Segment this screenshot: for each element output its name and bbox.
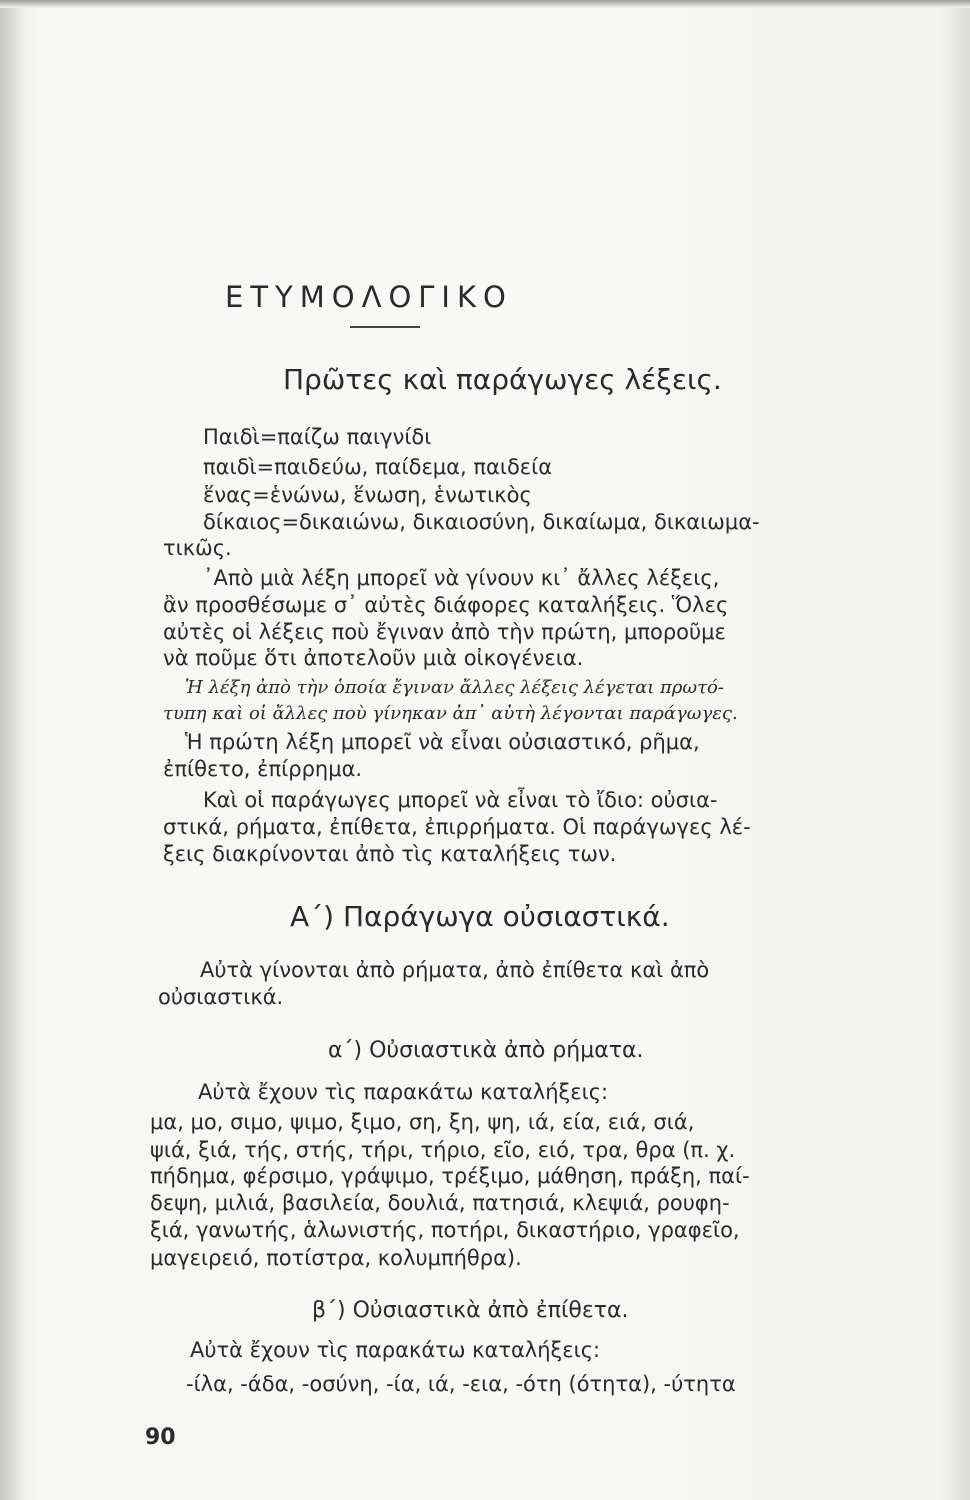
paragraph-line: ἐπίθετο, ἐπίρρημα. <box>163 757 363 781</box>
title-divider <box>350 326 420 328</box>
paragraph-line: στικά, ρήματα, ἐπίθετα, ἐπιρρήματα. Οἱ παράγωγες λέ- <box>163 815 751 839</box>
page-number: 90 <box>145 1425 176 1450</box>
paragraph-line: Παιδὶ=παίζω παιγνίδι <box>203 425 432 449</box>
paragraph-line: παιδὶ=παιδεύω, παίδεμα, παιδεία <box>203 455 553 479</box>
section-heading-derived-nouns: Α΄) Παράγωγα οὐσιαστικά. <box>290 900 670 933</box>
subsection-heading-nouns-from-verbs: α΄) Οὐσιαστικὰ ἀπὸ ρήματα. <box>328 1038 644 1063</box>
paragraph-line: Αὐτὰ ἔχουν τὶς παρακάτω καταλήξεις: <box>190 1338 601 1362</box>
paragraph-line: ψιά, ξιά, τής, στής, τήρι, τήριο, εῖο, ειό, τρα, θρα (π. χ. <box>150 1138 736 1162</box>
paragraph-line: μαγειρειό, ποτίστρα, κολυμπήθρα). <box>150 1246 522 1270</box>
book-spine-shadow <box>0 0 22 1500</box>
definition-line-italic: τυπη καὶ οἱ ἄλλες ποὺ γίνηκαν ἀπ᾿ αὐτὴ λέγονται παράγωγες. <box>163 703 738 724</box>
paragraph-line: Αὐτὰ γίνονται ἀπὸ ρήματα, ἀπὸ ἐπίθετα καὶ ἀπὸ <box>200 958 710 982</box>
section-heading-primary-derived: Πρῶτες καὶ παράγωγες λέξεις. <box>283 363 722 396</box>
paragraph-line: Ἡ πρώτη λέξη μπορεῖ νὰ εἶναι οὐσιαστικό, ρῆμα, <box>185 730 700 754</box>
paragraph-line: μα, μο, σιμο, ψιμο, ξιμο, ση, ξη, ψη, ιά, εία, ειά, σιά, <box>150 1110 695 1134</box>
paragraph-line: ᾿Απὸ μιὰ λέξη μπορεῖ νὰ γίνουν κι᾿ ἄλλες λέξεις, <box>203 566 720 590</box>
paragraph-line: δεψη, μιλιά, βασιλεία, δουλιά, πατησιά, κλεψιά, ρουφη- <box>150 1191 730 1215</box>
paragraph-line: νὰ ποῦμε ὅτι ἀποτελοῦν μιὰ οἰκογένεια. <box>163 646 584 670</box>
paragraph-line: δίκαιος=δικαιώνω, δικαιοσύνη, δικαίωμα, δικαιωμα- <box>203 510 760 534</box>
paragraph-line: αὐτὲς οἱ λέξεις ποὺ ἔγιναν ἀπὸ τὴν πρώτη, μποροῦμε <box>163 620 726 644</box>
paragraph-line: -ίλα, -άδα, -οσύνη, -ία, ιά, -εια, -ότη (ότητα), -ύτητα <box>186 1372 736 1396</box>
paragraph-line: ἂν προσθέσωμε σ᾿ αὐτὲς διάφορες καταλήξεις. Ὅλες <box>163 593 729 617</box>
definition-line-italic: Ἡ λέξη ἀπὸ τὴν ὁποία ἔγιναν ἄλλες λέξεις λέγεται πρωτό- <box>185 677 724 698</box>
paragraph-line: τικῶς. <box>163 536 232 560</box>
paragraph-line: Καὶ οἱ παράγωγες μπορεῖ νὰ εἶναι τὸ ἴδιο: οὐσια- <box>203 788 718 812</box>
paragraph-line: ξεις διακρίνονται ἀπὸ τὶς καταλήξεις των. <box>163 842 617 866</box>
paragraph-line: οὐσιαστικά. <box>158 985 284 1009</box>
subsection-heading-nouns-from-adjectives: β΄) Οὐσιαστικὰ ἀπὸ ἐπίθετα. <box>312 1298 629 1323</box>
paragraph-line: Αὐτὰ ἔχουν τὶς παρακάτω καταλήξεις: <box>198 1080 609 1104</box>
paragraph-line: ξιά, γανωτής, ἁλωνιστής, ποτήρι, δικαστήριο, γραφεῖο, <box>150 1218 740 1242</box>
paragraph-line: ἕνας=ἑνώνω, ἕνωση, ἑνωτικὸς <box>203 483 532 507</box>
paragraph-line: πήδημα, φέρσιμο, γράψιμο, τρέξιμο, μάθηση, πράξη, παί- <box>150 1164 750 1188</box>
page-top-edge <box>0 0 970 8</box>
page-title: ΕΤΥΜΟΛΟΓΙΚΟ <box>225 280 513 314</box>
